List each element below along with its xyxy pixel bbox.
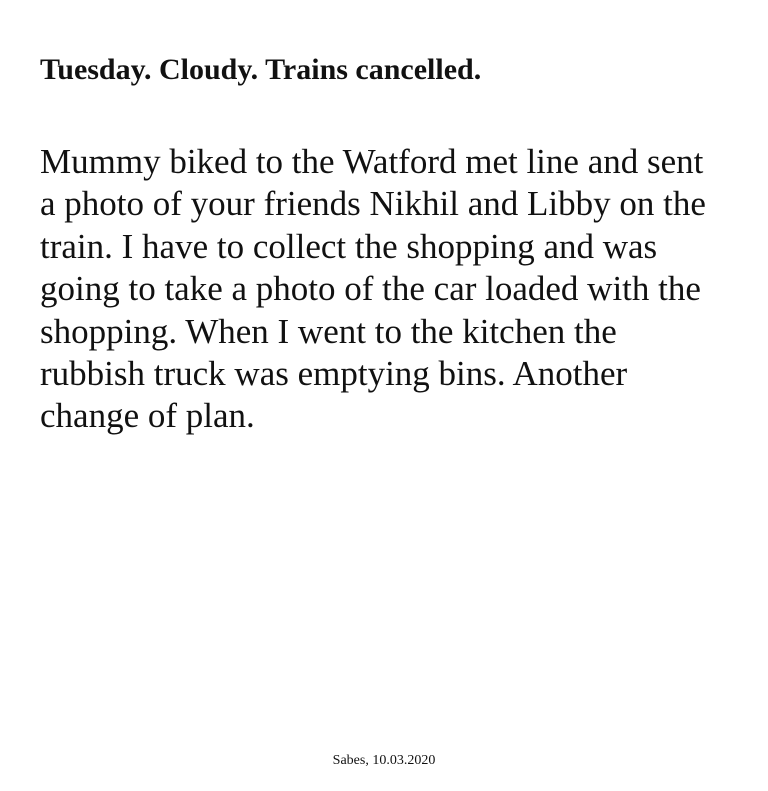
body-line: a photo of your friends Nikhil and Libby on the — [40, 184, 706, 224]
body-line: train. I have to collect the shopping and was — [40, 226, 658, 266]
body-line: shopping. When I went to the kitchen the — [40, 311, 617, 351]
entry-title: Tuesday. Cloudy. Trains cancelled. — [40, 53, 482, 86]
signature-date: Sabes, 10.03.2020 — [332, 753, 436, 768]
body-line: going to take a photo of the car loaded with the — [40, 269, 701, 309]
body-line: change of plan. — [40, 396, 255, 436]
body-line: rubbish truck was emptying bins. Another — [40, 354, 628, 394]
body-line: Mummy biked to the Watford met line and sent — [40, 142, 704, 181]
entry-body — [40, 141, 740, 438]
